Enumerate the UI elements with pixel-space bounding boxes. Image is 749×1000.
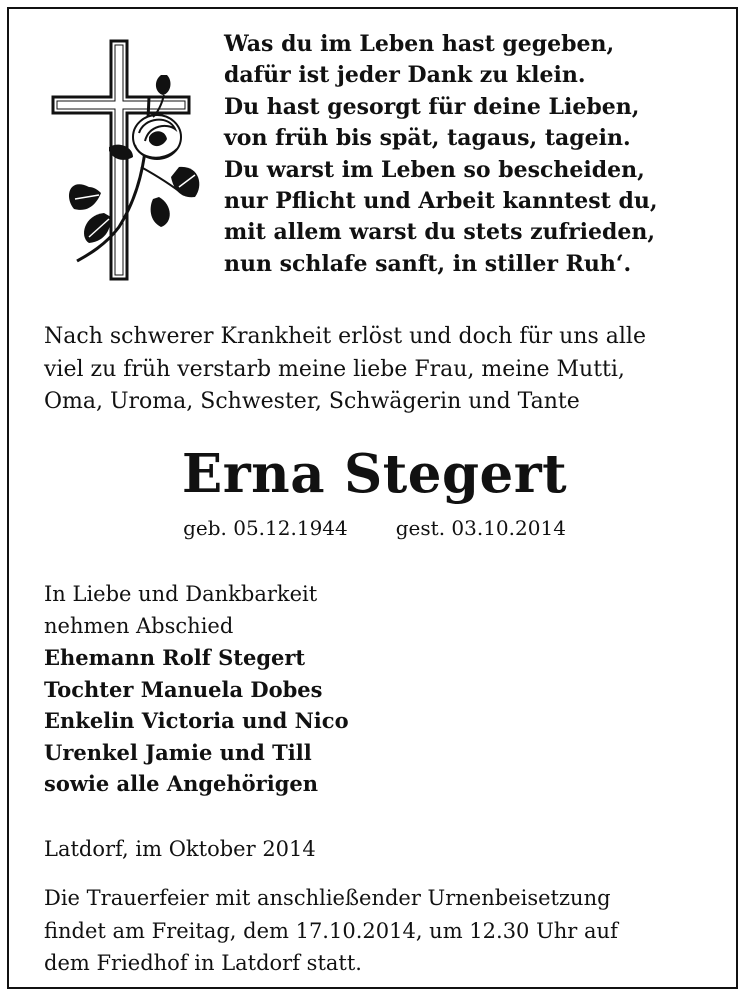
- mourner-name: Urenkel Jamie und Till: [44, 739, 312, 765]
- mourner-name: Ehemann Rolf Stegert: [44, 645, 306, 670]
- poem: [224, 29, 734, 280]
- death-date: gest. 03.10.2014: [395, 516, 566, 540]
- mourner-name: Tochter Manuela Dobes: [44, 676, 323, 702]
- mourners-intro-line: nehmen Abschied: [44, 613, 234, 638]
- poem-line: von früh bis spät, tagaus, tagein.: [224, 125, 631, 152]
- deceased-name: Erna Stegert: [181, 443, 568, 505]
- announcement-line: Nach schwerer Krankheit erlöst und doch für uns alle: [44, 324, 646, 349]
- funeral-line: findet am Freitag, dem 17.10.2014, um 12.30 Uhr auf: [44, 918, 618, 943]
- cross-with-rose-icon: [49, 37, 204, 287]
- birth-date: geb. 05.12.1944: [183, 516, 348, 540]
- funeral-line: dem Friedhof in Latdorf statt.: [44, 951, 362, 975]
- poem-line: nur Pflicht und Arbeit kanntest du,: [224, 188, 658, 215]
- poem-line: dafür ist jeder Dank zu klein.: [224, 62, 586, 89]
- life-dates: [9, 514, 740, 542]
- poem-line: Was du im Leben hast gegeben,: [224, 31, 615, 57]
- announcement-line: viel zu früh verstarb meine liebe Frau, meine Mutti,: [44, 356, 625, 382]
- announcement-line: Oma, Uroma, Schwester, Schwägerin und Tante: [44, 389, 580, 414]
- poem-line: nun schlafe sanft, in stiller Ruh‘.: [224, 250, 632, 277]
- mourners-section: [44, 579, 734, 800]
- mourner-name: Enkelin Victoria und Nico: [44, 708, 349, 733]
- place-and-date: Latdorf, im Oktober 2014: [44, 837, 316, 861]
- obituary-notice: [7, 7, 738, 989]
- poem-line: Du warst im Leben so bescheiden,: [224, 156, 645, 183]
- poem-line: mit allem warst du stets zufrieden,: [224, 219, 656, 246]
- poem-line: Du hast gesorgt für deine Lieben,: [224, 93, 640, 120]
- mourners-intro-line: In Liebe und Dankbarkeit: [44, 582, 318, 606]
- mourner-name: sowie alle Angehörigen: [44, 771, 319, 796]
- funeral-info: [44, 882, 734, 980]
- funeral-line: Die Trauerfeier mit anschließender Urnenbeisetzung: [44, 886, 611, 910]
- announcement-text: [44, 321, 734, 419]
